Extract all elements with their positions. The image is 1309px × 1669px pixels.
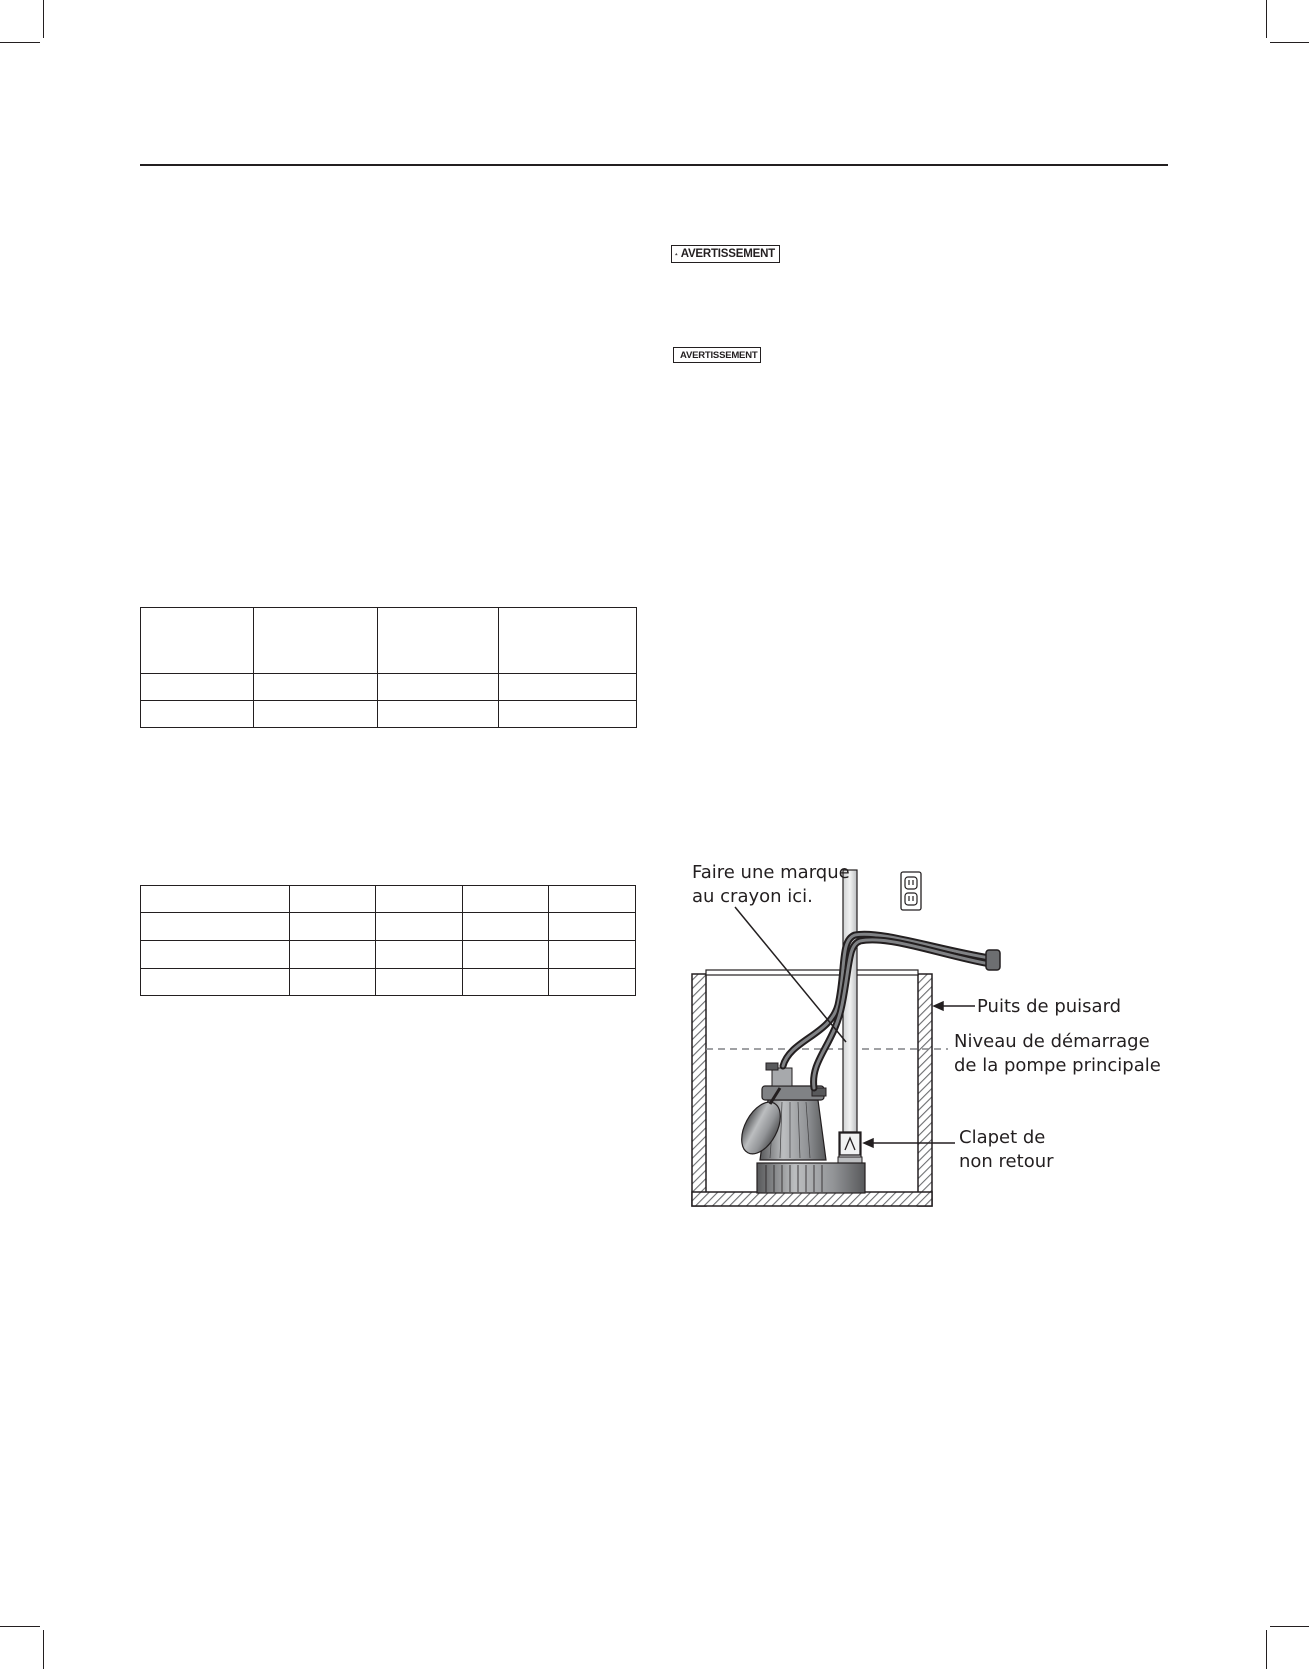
mark-label-line: Faire une marque: [692, 862, 850, 883]
warning-label: AVERTISSEMENT: [680, 349, 758, 361]
mark-label-line: au crayon ici.: [692, 886, 813, 907]
start-level-label-line: de la pompe principale: [954, 1055, 1161, 1076]
wall-outlet-icon: [901, 872, 921, 910]
check-valve-label-line: Clapet de: [959, 1127, 1046, 1148]
check-valve: [840, 1133, 860, 1155]
start-level-label-line: Niveau de démarrage: [954, 1031, 1150, 1052]
start-level-label: [954, 1030, 1161, 1078]
sump-label: Puits de puisard: [977, 996, 1122, 1017]
mark-label: [692, 861, 850, 909]
check-valve-label: [959, 1126, 1054, 1174]
check-valve-label-line: non retour: [959, 1151, 1054, 1172]
warning-label: AVERTISSEMENT: [680, 248, 775, 260]
